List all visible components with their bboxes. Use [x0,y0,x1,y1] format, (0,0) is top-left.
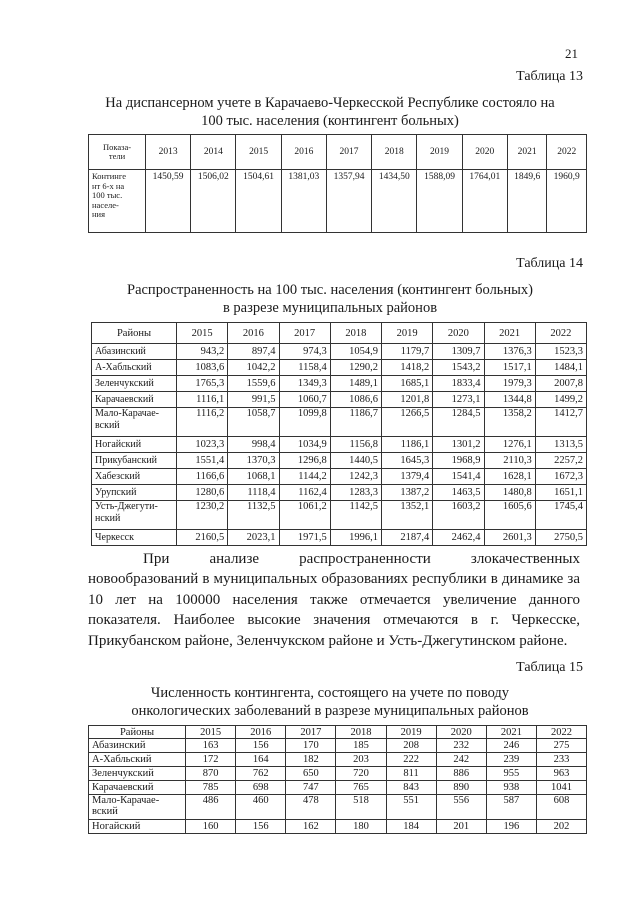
table-15-value-cell: 275 [536,739,586,753]
table-13-year-header: 2013 [146,135,191,170]
table-14-value-cell: 1628,1 [484,469,535,485]
table-14-value-cell: 1672,3 [535,469,586,485]
table-14-value-cell: 1309,7 [433,344,484,360]
table-15-value-cell: 172 [186,753,236,767]
table-14-value-cell: 1352,1 [382,501,433,530]
table-13-year-header: 2015 [236,135,281,170]
table-14-value-cell: 1313,5 [535,437,586,453]
table-14-value-cell: 2257,2 [535,453,586,469]
table-15-value-cell: 156 [236,820,286,834]
table-14 [91,322,587,546]
table-14-value-cell: 1543,2 [433,360,484,376]
table-15-district-name: Абазинский [89,739,186,753]
table-15-row [89,795,587,820]
table-14-value-cell: 1517,1 [484,360,535,376]
table-14-value-cell: 1387,2 [382,485,433,501]
table-15-year-header: 2018 [336,726,386,739]
table-13-value-cell: 1849,6 [507,170,547,233]
table-14-value-cell: 897,4 [228,344,279,360]
table-14-value-cell: 1118,4 [228,485,279,501]
table-14-body [92,344,587,546]
table-14-year-header: 2017 [279,323,330,344]
table-13-value-cell: 1764,01 [462,170,507,233]
table-14-row [92,485,587,501]
table-14-value-cell: 2023,1 [228,530,279,546]
table-15-value-cell: 184 [386,820,436,834]
table-15-value-cell: 963 [536,767,586,781]
table-15-year-header: 2017 [286,726,336,739]
table-14-value-cell: 1142,5 [330,501,381,530]
table-13-value-cell: 1960,9 [547,170,587,233]
table-15-value-cell: 232 [436,739,486,753]
table-14-value-cell: 2187,4 [382,530,433,546]
table-14-value-cell: 1358,2 [484,408,535,437]
table-15-row [89,739,587,753]
table-15-year-header: 2019 [386,726,436,739]
table-14-row [92,501,587,530]
table-15-value-cell: 196 [486,820,536,834]
table-14-value-cell: 974,3 [279,344,330,360]
table-14-value-cell: 1166,6 [177,469,228,485]
table-14-value-cell: 1765,3 [177,376,228,392]
table-15-value-cell: 170 [286,739,336,753]
table-14-district-name: Урупский [92,485,177,501]
table-14-row [92,453,587,469]
table-14-row [92,392,587,408]
table-14-value-cell: 1603,2 [433,501,484,530]
table-14-value-cell: 1054,9 [330,344,381,360]
table-15-value-cell: 747 [286,781,336,795]
table-14-value-cell: 1979,3 [484,376,535,392]
table-15-value-cell: 478 [286,795,336,820]
table-14-value-cell: 1971,5 [279,530,330,546]
table-15-district-name: Ногайский [89,820,186,834]
table-13-value-cell: 1450,59 [146,170,191,233]
table-13-year-header: 2020 [462,135,507,170]
table-14-value-cell: 1745,4 [535,501,586,530]
table-15-year-header: 2016 [236,726,286,739]
table-15-label: Таблица 15 [516,660,583,675]
table-13-year-header: 2021 [507,135,547,170]
table-13-header-row [89,135,587,170]
table-15-value-cell: 720 [336,767,386,781]
table-14-value-cell: 1158,4 [279,360,330,376]
table-14-year-header: 2015 [177,323,228,344]
table-14-value-cell: 2160,5 [177,530,228,546]
table-14-value-cell: 1162,4 [279,485,330,501]
table-14-header-row [92,323,587,344]
table-13-year-header: 2018 [372,135,417,170]
table-14-value-cell: 1480,8 [484,485,535,501]
table-15-value-cell: 886 [436,767,486,781]
table-15-district-name: Карачаевский [89,781,186,795]
table-13-year-header: 2014 [191,135,236,170]
table-14-year-header: 2018 [330,323,381,344]
table-13-header-indicator: Показа- тели [89,135,146,170]
table-15-value-cell: 160 [186,820,236,834]
table-14-value-cell: 1242,3 [330,469,381,485]
table-15-value-cell: 460 [236,795,286,820]
table-15-value-cell: 233 [536,753,586,767]
table-13-caption-line-2: 100 тыс. населения (контингент больных) [201,113,459,129]
table-13 [88,134,587,233]
table-14-year-header: 2022 [535,323,586,344]
table-14-value-cell: 1058,7 [228,408,279,437]
table-14-value-cell: 1412,7 [535,408,586,437]
table-14-value-cell: 1179,7 [382,344,433,360]
table-14-value-cell: 998,4 [228,437,279,453]
table-15-body [89,739,587,834]
table-14-value-cell: 1484,1 [535,360,586,376]
table-13-value-cell: 1504,61 [236,170,281,233]
table-14-value-cell: 1083,6 [177,360,228,376]
table-14-district-name: А-Хабльский [92,360,177,376]
table-14-value-cell: 2462,4 [433,530,484,546]
table-14-value-cell: 1201,8 [382,392,433,408]
table-14-row [92,530,587,546]
table-14-value-cell: 2601,3 [484,530,535,546]
table-14-value-cell: 1099,8 [279,408,330,437]
table-14-district-name: Абазинский [92,344,177,360]
table-15-value-cell: 208 [386,739,436,753]
table-14-value-cell: 1144,2 [279,469,330,485]
table-13-year-header: 2019 [417,135,462,170]
table-14-year-header: 2016 [228,323,279,344]
table-15-value-cell: 202 [536,820,586,834]
table-15-value-cell: 698 [236,781,286,795]
table-14-value-cell: 2110,3 [484,453,535,469]
table-14-row [92,437,587,453]
table-15-year-header: 2022 [536,726,586,739]
table-15-caption [60,684,600,720]
table-15-value-cell: 765 [336,781,386,795]
table-13-year-header: 2016 [281,135,326,170]
table-14-value-cell: 1186,1 [382,437,433,453]
table-15-value-cell: 890 [436,781,486,795]
table-14-value-cell: 2750,5 [535,530,586,546]
table-14-value-cell: 1370,3 [228,453,279,469]
table-14-value-cell: 1086,6 [330,392,381,408]
table-15 [88,725,587,834]
table-15-caption-line-1: Численность контингента, состоящего на учете по поводу [150,685,510,701]
table-15-value-cell: 811 [386,767,436,781]
body-paragraph: При анализе распространенности злокачественных новообразований в муниципальных образованиях республики в динамике за 10 лет на 100000 населения также отмечается увеличение данного показателя. Наиболее высокие значения отмечаются в г. Черкесске, Прикубанском районе, Зеленчукском районе и Усть-Джегутинском районе. [88,551,580,649]
table-15-row [89,781,587,795]
table-14-caption-line-2: в разрезе муниципальных районов [222,300,438,316]
table-15-row [89,753,587,767]
table-15-row [89,767,587,781]
table-15-value-cell: 843 [386,781,436,795]
table-15-value-cell: 551 [386,795,436,820]
table-14-header-districts: Районы [92,323,177,344]
table-15-value-cell: 608 [536,795,586,820]
table-14-row [92,376,587,392]
table-15-value-cell: 239 [486,753,536,767]
table-14-value-cell: 1499,2 [535,392,586,408]
table-14-value-cell: 1463,5 [433,485,484,501]
table-15-caption-line-2: онкологических заболеваний в разрезе муниципальных районов [131,703,529,719]
table-14-value-cell: 1551,4 [177,453,228,469]
table-13-data-row [89,170,587,233]
table-14-value-cell: 1685,1 [382,376,433,392]
table-15-value-cell: 203 [336,753,386,767]
table-14-district-name: Зеленчукский [92,376,177,392]
table-14-value-cell: 1968,9 [433,453,484,469]
table-14-row [92,469,587,485]
table-14-value-cell: 991,5 [228,392,279,408]
table-15-district-name: Мало-Карачае- вский [89,795,186,820]
table-15-year-header: 2021 [486,726,536,739]
table-15-value-cell: 955 [486,767,536,781]
table-14-value-cell: 1284,5 [433,408,484,437]
table-14-value-cell: 943,2 [177,344,228,360]
table-14-value-cell: 1061,2 [279,501,330,530]
table-15-value-cell: 870 [186,767,236,781]
table-14-caption [60,281,600,317]
table-13-indicator-cell: Континге нт 6-х на 100 тыс. населе- ния [89,170,146,233]
table-13-value-cell: 1506,02 [191,170,236,233]
table-14-value-cell: 1042,2 [228,360,279,376]
table-15-value-cell: 762 [236,767,286,781]
table-14-year-header: 2020 [433,323,484,344]
table-14-value-cell: 1266,5 [382,408,433,437]
table-15-value-cell: 650 [286,767,336,781]
table-14-district-name: Прикубанский [92,453,177,469]
table-13-year-header: 2017 [326,135,371,170]
table-15-value-cell: 163 [186,739,236,753]
table-14-value-cell: 1301,2 [433,437,484,453]
table-14-value-cell: 1996,1 [330,530,381,546]
table-14-row [92,344,587,360]
table-14-value-cell: 1489,1 [330,376,381,392]
table-15-value-cell: 162 [286,820,336,834]
table-15-value-cell: 246 [486,739,536,753]
page-number: 21 [565,46,578,61]
table-14-value-cell: 1034,9 [279,437,330,453]
table-13-caption [60,94,600,130]
table-14-value-cell: 1156,8 [330,437,381,453]
table-14-value-cell: 2007,8 [535,376,586,392]
table-14-value-cell: 1186,7 [330,408,381,437]
table-14-value-cell: 1344,8 [484,392,535,408]
table-14-value-cell: 1068,1 [228,469,279,485]
table-14-value-cell: 1349,3 [279,376,330,392]
table-14-value-cell: 1645,3 [382,453,433,469]
table-15-row [89,820,587,834]
table-14-district-name: Черкесск [92,530,177,546]
table-14-value-cell: 1541,4 [433,469,484,485]
table-14-caption-line-1: Распространенность на 100 тыс. населения (контингент больных) [127,282,533,298]
table-15-value-cell: 242 [436,753,486,767]
table-15-value-cell: 180 [336,820,386,834]
table-15-value-cell: 182 [286,753,336,767]
table-14-value-cell: 1523,3 [535,344,586,360]
table-15-value-cell: 518 [336,795,386,820]
table-15-value-cell: 556 [436,795,486,820]
table-15-value-cell: 156 [236,739,286,753]
table-14-value-cell: 1023,3 [177,437,228,453]
table-14-district-name: Мало-Карачае- вский [92,408,177,437]
table-14-row [92,408,587,437]
table-14-value-cell: 1276,1 [484,437,535,453]
table-15-district-name: Зеленчукский [89,767,186,781]
table-15-district-name: А-Хабльский [89,753,186,767]
table-15-value-cell: 486 [186,795,236,820]
table-15-header-districts: Районы [89,726,186,739]
table-14-value-cell: 1060,7 [279,392,330,408]
table-14-value-cell: 1833,4 [433,376,484,392]
table-14-value-cell: 1418,2 [382,360,433,376]
table-14-value-cell: 1116,1 [177,392,228,408]
table-14-district-name: Усть-Джегути- нский [92,501,177,530]
table-14-value-cell: 1559,6 [228,376,279,392]
table-13-value-cell: 1357,94 [326,170,371,233]
table-15-value-cell: 201 [436,820,486,834]
table-15-value-cell: 785 [186,781,236,795]
table-13-year-header: 2022 [547,135,587,170]
table-13-value-cell: 1434,50 [372,170,417,233]
table-14-district-name: Карачаевский [92,392,177,408]
table-14-value-cell: 1280,6 [177,485,228,501]
table-14-year-header: 2019 [382,323,433,344]
table-13-value-cell: 1588,09 [417,170,462,233]
table-14-value-cell: 1440,5 [330,453,381,469]
table-15-year-header: 2015 [186,726,236,739]
table-15-year-header: 2020 [436,726,486,739]
table-14-value-cell: 1230,2 [177,501,228,530]
table-15-value-cell: 222 [386,753,436,767]
table-14-value-cell: 1379,4 [382,469,433,485]
table-15-value-cell: 587 [486,795,536,820]
table-13-label: Таблица 13 [516,69,583,84]
table-14-value-cell: 1290,2 [330,360,381,376]
table-14-value-cell: 1273,1 [433,392,484,408]
table-15-value-cell: 938 [486,781,536,795]
table-13-value-cell: 1381,03 [281,170,326,233]
table-13-caption-line-1: На диспансерном учете в Карачаево-Черкесской Республике состояло на [105,95,555,111]
table-14-value-cell: 1132,5 [228,501,279,530]
table-14-district-name: Ногайский [92,437,177,453]
table-14-value-cell: 1376,3 [484,344,535,360]
table-14-value-cell: 1605,6 [484,501,535,530]
table-14-district-name: Хабезский [92,469,177,485]
table-14-row [92,360,587,376]
table-15-value-cell: 1041 [536,781,586,795]
table-14-label: Таблица 14 [516,256,583,271]
table-15-value-cell: 185 [336,739,386,753]
table-14-value-cell: 1651,1 [535,485,586,501]
table-15-header-row [89,726,587,739]
table-15-value-cell: 164 [236,753,286,767]
table-14-value-cell: 1296,8 [279,453,330,469]
table-14-value-cell: 1116,2 [177,408,228,437]
table-14-value-cell: 1283,3 [330,485,381,501]
table-14-year-header: 2021 [484,323,535,344]
